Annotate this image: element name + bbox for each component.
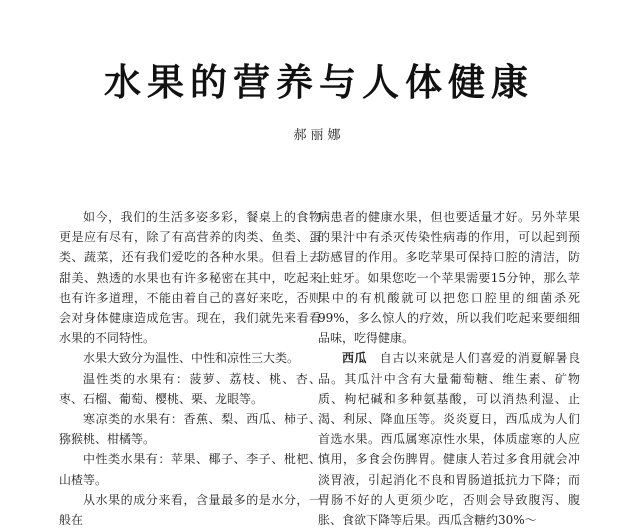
watermelon-body: 自古以来就是人们喜爱的消夏解暑良品。其瓜汁中含有大量葡萄糖、维生素、矿物质、枸杞碱和多种氨基酸，可以消热利湿、止渴、利尿、降血压等。炎炎夏日，西瓜成为人们首选水果。西瓜属寒凉性水果，体质虚寒的人应慎用，多食会伤脾胃。健康人若过多食用就会冲淡胃液，引起消化不良和胃肠道抵抗力下降；而胃肠不好的人更须少吃，否则会导致腹泻、腹胀、食欲下降等后果。西瓜含糖约30%～: [318, 351, 580, 528]
left-paragraph-composition: 从水果的成分来看，含量最多的是水分，一般在: [59, 492, 321, 528]
right-paragraph-apple: 病患者的健康水果，但也要适量才好。另外苹果的果汁中有杀灭传染性病毒的作用，可以起到预防感冒的作用。多吃苹果可保持口腔的清洁，防止蛀牙。如果您吃一个苹果需要15分钟，那么苹果中的有机酸就可以把您口腔里的细菌杀死99%，多么惊人的疗效，所以我们吃起来要细细品味，吃得健康。: [318, 210, 580, 346]
left-paragraph-types: 水果大致分为温性、中性和凉性三大类。: [83, 351, 300, 366]
left-paragraph-cold: 寒凉类的水果有：香蕉、梨、西瓜、柿子、猕猴桃、柑橘等。: [59, 412, 321, 447]
left-column: [59, 207, 321, 528]
left-paragraph-warm: 温性类的水果有：菠萝、荔枝、桃、杏、枣、石榴、葡萄、樱桃、栗、龙眼等。: [59, 371, 321, 406]
article-title: 水果的营养与人体健康: [104, 61, 534, 104]
watermelon-lead: 西瓜: [342, 351, 368, 366]
right-column: [318, 207, 580, 528]
right-paragraph-watermelon: [318, 348, 580, 530]
left-paragraph-intro: 如今，我们的生活多姿多彩，餐桌上的食物更是应有尽有，除了有高营养的肉类、鱼类、蛋类、蔬菜，还有我们爱吃的各种水果。但看上去甜美、熟透的水果也有许多秘密在其中，吃起来也有许多道理，不能由着自己的喜好来吃，否则会对身体健康造成危害。现在，我们就先来看看水果的不同特性。: [59, 210, 321, 346]
left-paragraph-neutral: 中性类水果有：苹果、椰子、李子、枇杷、山楂等。: [59, 452, 321, 487]
article-author: 郝丽娜: [293, 128, 345, 143]
